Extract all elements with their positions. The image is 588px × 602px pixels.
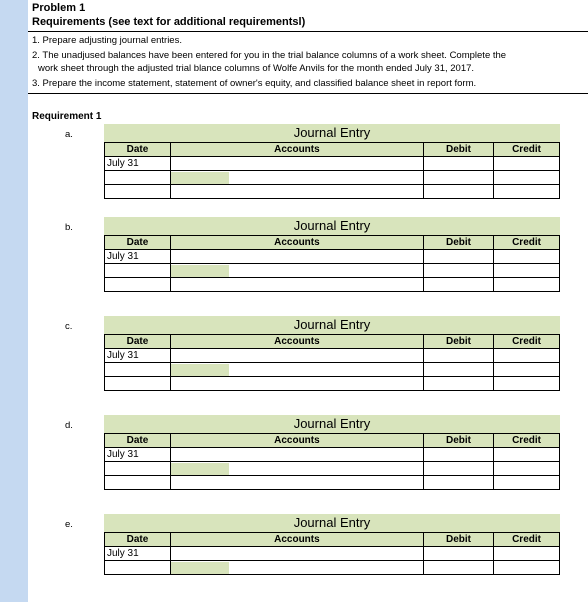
date-cell: July 31 — [105, 349, 171, 363]
date-header: Date — [105, 143, 171, 157]
credit-indent-marker — [171, 562, 229, 574]
debit-input[interactable] — [423, 377, 493, 391]
entry-letter-e: e. — [65, 519, 73, 530]
debit-input[interactable] — [423, 349, 493, 363]
account-debit-input[interactable] — [170, 157, 423, 171]
journal-entry-table — [104, 235, 560, 292]
journal-entry-title: Journal Entry — [293, 515, 371, 530]
entry-row — [105, 157, 560, 171]
debit-header: Debit — [423, 236, 493, 250]
entry-letter-d: d. — [65, 420, 73, 431]
entry-row — [105, 547, 560, 561]
credit-input[interactable] — [494, 278, 560, 292]
requirements-rule — [28, 93, 588, 94]
account-debit-input[interactable] — [170, 547, 423, 561]
journal-entry-header — [104, 217, 560, 235]
credit-header: Credit — [494, 434, 560, 448]
journal-entry-table — [104, 142, 560, 199]
credit-input[interactable] — [494, 171, 560, 185]
debit-input[interactable] — [423, 448, 493, 462]
account-input[interactable] — [170, 476, 423, 490]
debit-input[interactable] — [423, 476, 493, 490]
accounts-header: Accounts — [170, 434, 423, 448]
requirement-2-text: 2. The unadjused balances have been entered for you in the trial balance columns of a work sheet. Complete the — [32, 50, 507, 61]
journal-entry-table — [104, 532, 560, 575]
credit-header: Credit — [494, 236, 560, 250]
credit-input[interactable] — [494, 250, 560, 264]
requirement-1-label: Requirement 1 — [32, 111, 102, 122]
credit-header: Credit — [494, 143, 560, 157]
debit-input[interactable] — [423, 363, 493, 377]
journal-entry-header — [104, 415, 560, 433]
debit-input[interactable] — [423, 157, 493, 171]
credit-input[interactable] — [494, 561, 560, 575]
debit-input[interactable] — [423, 462, 493, 476]
credit-indent-marker — [171, 364, 229, 376]
entry-letter-b: b. — [65, 222, 73, 233]
debit-input[interactable] — [423, 264, 493, 278]
account-credit-input[interactable] — [170, 264, 423, 278]
requirements-title: Requirements (see text for additional requirementsl) — [32, 16, 306, 28]
credit-input[interactable] — [494, 363, 560, 377]
requirement-3-text: 3. Prepare the income statement, statement of owner's equity, and classified balance sheet in report form. — [32, 78, 477, 89]
account-input[interactable] — [170, 185, 423, 199]
entry-letter-c: c. — [65, 321, 73, 332]
credit-indent-marker — [171, 172, 229, 184]
accounts-header: Accounts — [170, 236, 423, 250]
entry-letter-a: a. — [65, 129, 73, 140]
date-cell-empty — [105, 278, 171, 292]
entry-row — [105, 349, 560, 363]
account-debit-input[interactable] — [170, 349, 423, 363]
date-cell-empty — [105, 476, 171, 490]
requirement-1-text: 1. Prepare adjusting journal entries. — [32, 35, 182, 46]
header-row — [105, 335, 560, 349]
journal-entry-title: Journal Entry — [293, 416, 371, 431]
date-cell-empty — [105, 462, 171, 476]
date-header: Date — [105, 533, 171, 547]
date-cell-empty — [105, 264, 171, 278]
journal-entry-title: Journal Entry — [293, 317, 371, 332]
entry-row — [105, 250, 560, 264]
accounts-header: Accounts — [170, 533, 423, 547]
date-cell-empty — [105, 363, 171, 377]
entry-row — [105, 363, 560, 377]
credit-input[interactable] — [494, 157, 560, 171]
date-header: Date — [105, 236, 171, 250]
journal-entry-table — [104, 334, 560, 391]
debit-header: Debit — [423, 143, 493, 157]
credit-header: Credit — [494, 533, 560, 547]
journal-entry-header — [104, 124, 560, 142]
debit-header: Debit — [423, 533, 493, 547]
problem-title: Problem 1 — [32, 2, 86, 14]
requirement-2-continued-text: work sheet through the adjusted trial blance columns of Wolfe Anvils for the month ended July 31, 2017. — [38, 63, 475, 74]
credit-input[interactable] — [494, 377, 560, 391]
journal-entry-title: Journal Entry — [293, 125, 371, 140]
account-credit-input[interactable] — [170, 171, 423, 185]
account-credit-input[interactable] — [170, 462, 423, 476]
credit-indent-marker — [171, 463, 229, 475]
date-cell-empty — [105, 171, 171, 185]
entry-row — [105, 171, 560, 185]
accounts-header: Accounts — [170, 143, 423, 157]
date-cell-empty — [105, 561, 171, 575]
entry-row — [105, 561, 560, 575]
entry-row — [105, 185, 560, 199]
entry-row — [105, 264, 560, 278]
credit-input[interactable] — [494, 349, 560, 363]
account-credit-input[interactable] — [170, 561, 423, 575]
account-input[interactable] — [170, 377, 423, 391]
worksheet — [28, 0, 588, 602]
debit-input[interactable] — [423, 185, 493, 199]
debit-input[interactable] — [423, 561, 493, 575]
date-cell-empty — [105, 377, 171, 391]
account-credit-input[interactable] — [170, 363, 423, 377]
debit-input[interactable] — [423, 547, 493, 561]
entry-row — [105, 462, 560, 476]
entry-row — [105, 476, 560, 490]
debit-header: Debit — [423, 335, 493, 349]
journal-entry-header — [104, 514, 560, 532]
entry-row — [105, 377, 560, 391]
credit-indent-marker — [171, 265, 229, 277]
left-margin-band — [0, 0, 28, 602]
journal-entry-title: Journal Entry — [293, 218, 371, 233]
credit-input[interactable] — [494, 476, 560, 490]
credit-input[interactable] — [494, 547, 560, 561]
journal-entry-header — [104, 316, 560, 334]
journal-entry-table — [104, 433, 560, 490]
debit-header: Debit — [423, 434, 493, 448]
date-header: Date — [105, 335, 171, 349]
date-cell: July 31 — [105, 157, 171, 171]
credit-input[interactable] — [494, 462, 560, 476]
date-cell: July 31 — [105, 250, 171, 264]
header-row — [105, 236, 560, 250]
date-cell: July 31 — [105, 547, 171, 561]
date-header: Date — [105, 434, 171, 448]
header-row — [105, 533, 560, 547]
credit-input[interactable] — [494, 185, 560, 199]
debit-input[interactable] — [423, 250, 493, 264]
account-debit-input[interactable] — [170, 250, 423, 264]
account-input[interactable] — [170, 278, 423, 292]
entry-row — [105, 278, 560, 292]
debit-input[interactable] — [423, 171, 493, 185]
credit-header: Credit — [494, 335, 560, 349]
entry-row — [105, 448, 560, 462]
accounts-header: Accounts — [170, 335, 423, 349]
date-cell-empty — [105, 185, 171, 199]
header-row — [105, 434, 560, 448]
account-debit-input[interactable] — [170, 448, 423, 462]
credit-input[interactable] — [494, 264, 560, 278]
debit-input[interactable] — [423, 278, 493, 292]
header-row — [105, 143, 560, 157]
date-cell: July 31 — [105, 448, 171, 462]
credit-input[interactable] — [494, 448, 560, 462]
header-rule — [28, 31, 588, 32]
